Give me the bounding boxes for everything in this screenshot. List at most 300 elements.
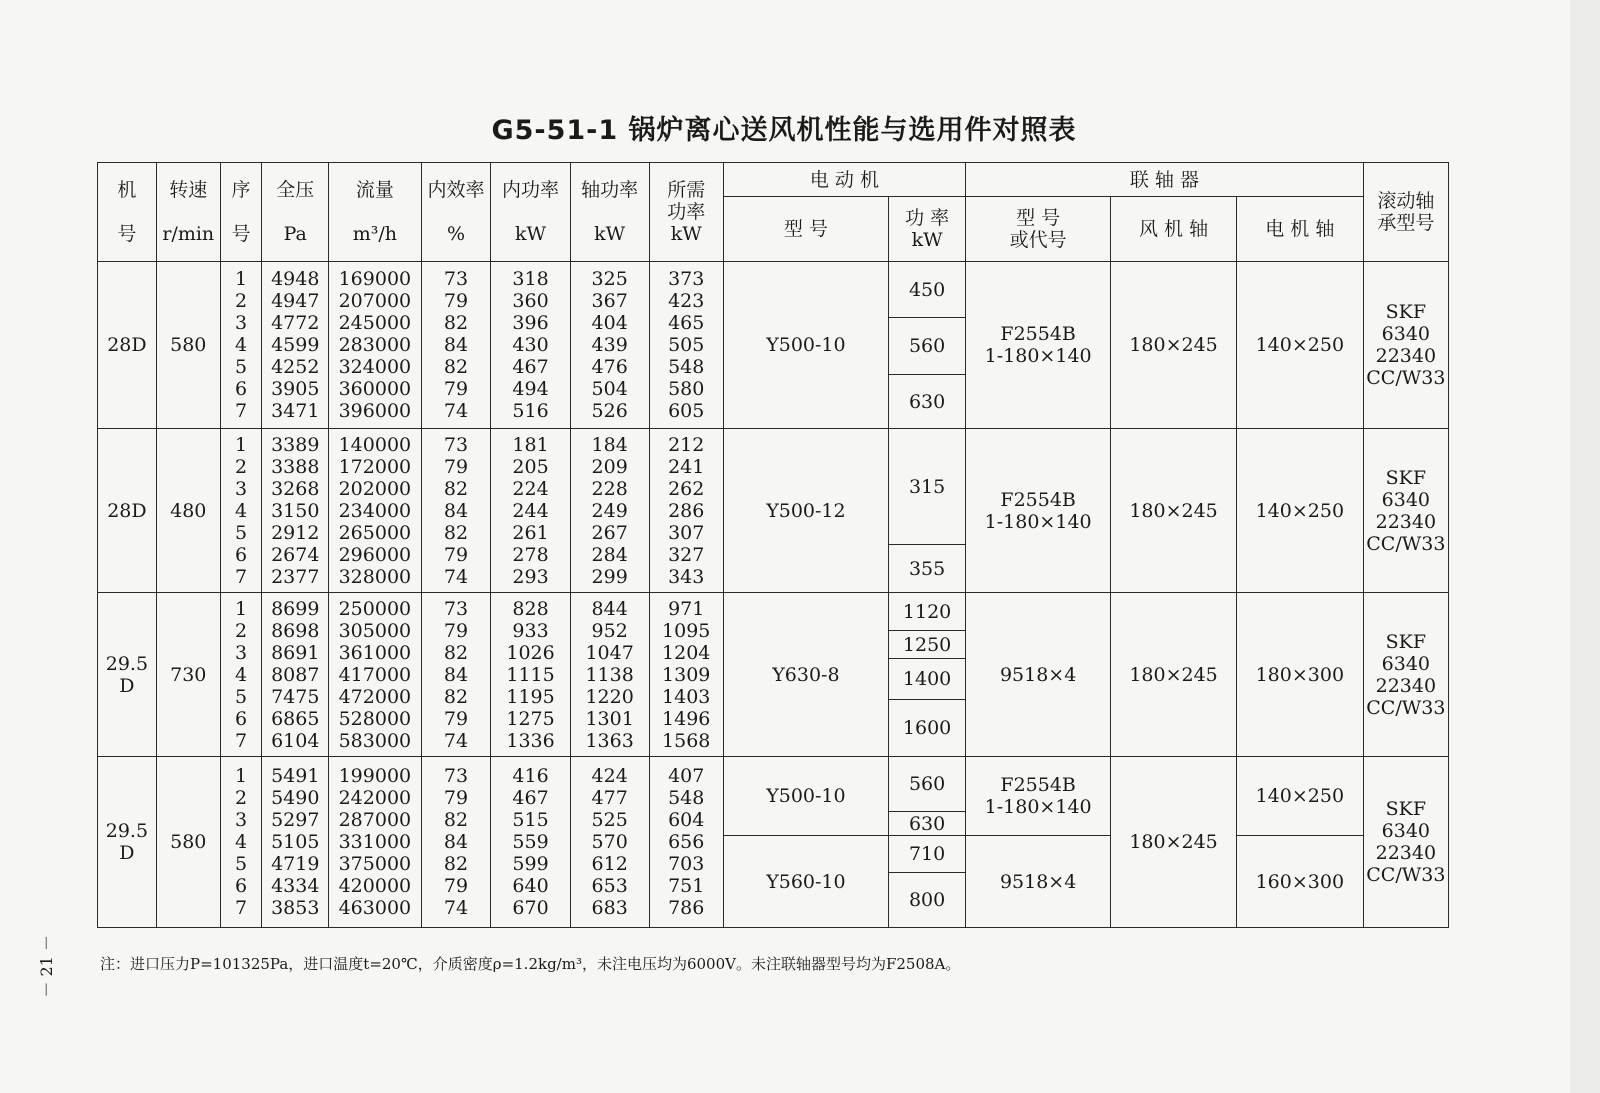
stacked-value: 82 bbox=[443, 685, 469, 708]
stacked-value: 3268 bbox=[271, 477, 320, 500]
stacked-value: 140000 bbox=[338, 433, 412, 456]
stacked-value: 73 bbox=[443, 268, 469, 290]
stacked-value: 580 bbox=[668, 378, 705, 400]
stacked-value: 331000 bbox=[338, 831, 412, 853]
liuliang-cell bbox=[329, 593, 421, 757]
header-zhougonglv: 轴功率 kW bbox=[570, 163, 649, 262]
stacked-value: 361000 bbox=[338, 641, 412, 664]
header-liuliang: 流量 m³/h bbox=[329, 163, 421, 262]
stacked-value: 396 bbox=[512, 312, 549, 334]
stacked-value: 670 bbox=[512, 897, 549, 919]
stacked-value: 548 bbox=[668, 787, 705, 809]
stacked-value: 6 bbox=[234, 378, 248, 400]
stacked-value: 423 bbox=[668, 290, 705, 312]
stacked-value: 82 bbox=[443, 356, 469, 378]
stacked-value: 74 bbox=[443, 729, 469, 752]
stacked-value: 4 bbox=[234, 499, 248, 522]
motor-power-cell: 315 bbox=[889, 429, 966, 545]
stacked-value: 6340 bbox=[1381, 488, 1431, 511]
xuhao-cell bbox=[220, 593, 262, 757]
stacked-value: 172000 bbox=[338, 455, 412, 478]
stacked-value: 184 bbox=[591, 433, 628, 456]
stacked-value: 4 bbox=[234, 334, 248, 356]
header-motor: 电 动 机 bbox=[723, 163, 965, 197]
header-coupling-type: 型 号 或代号 bbox=[966, 197, 1111, 262]
stacked-value: 307 bbox=[668, 521, 705, 544]
stacked-value: 202000 bbox=[338, 477, 412, 500]
stacked-value: 5 bbox=[234, 521, 248, 544]
stacked-value: 6865 bbox=[271, 707, 320, 730]
stacked-value: 209 bbox=[591, 455, 628, 478]
xuhao-cell bbox=[220, 757, 262, 928]
stacked-value: 4772 bbox=[271, 312, 320, 334]
zhougonglv-cell bbox=[570, 593, 649, 757]
stacked-value: 6 bbox=[234, 707, 248, 730]
stacked-value: 293 bbox=[512, 565, 549, 588]
jihao-cell: 28D bbox=[98, 429, 157, 593]
xuhao-cell bbox=[220, 429, 262, 593]
stacked-value: 439 bbox=[591, 334, 628, 356]
table-row bbox=[98, 429, 1449, 545]
stacked-value: 463000 bbox=[338, 897, 412, 919]
stacked-value: 407 bbox=[668, 765, 705, 787]
stacked-value: 360000 bbox=[338, 378, 412, 400]
header-neixiaolv: 内效率 % bbox=[421, 163, 491, 262]
bearing-cell bbox=[1363, 757, 1448, 928]
stacked-value: 327 bbox=[668, 543, 705, 566]
stacked-value: 22340 bbox=[1375, 510, 1437, 533]
liuliang-cell bbox=[329, 757, 421, 928]
neixiaolv-cell bbox=[421, 429, 491, 593]
coupling-cell: F2554B 1-180×140 bbox=[966, 429, 1111, 593]
fan-shaft-cell: 180×245 bbox=[1111, 757, 1237, 928]
stacked-value: 472000 bbox=[338, 685, 412, 708]
stacked-value: 703 bbox=[668, 853, 705, 875]
stacked-value: 3 bbox=[234, 477, 248, 500]
stacked-value: 1 bbox=[234, 268, 248, 290]
stacked-value: 286 bbox=[668, 499, 705, 522]
performance-table bbox=[97, 162, 1449, 928]
stacked-value: 786 bbox=[668, 897, 705, 919]
stacked-value: 22340 bbox=[1375, 842, 1437, 864]
stacked-value: SKF bbox=[1385, 301, 1427, 323]
coupling-cell: 9518×4 bbox=[966, 593, 1111, 757]
stacked-value: 2 bbox=[234, 619, 248, 642]
stacked-value: 515 bbox=[512, 809, 549, 831]
stacked-value: 476 bbox=[591, 356, 628, 378]
stacked-value: 84 bbox=[443, 499, 469, 522]
stacked-value: 828 bbox=[512, 597, 549, 620]
stacked-value: 683 bbox=[591, 897, 628, 919]
stacked-value: 1309 bbox=[662, 663, 711, 686]
stacked-value: 181 bbox=[512, 433, 549, 456]
table-row bbox=[98, 757, 1449, 812]
stacked-value: 933 bbox=[512, 619, 549, 642]
stacked-value: 283000 bbox=[338, 334, 412, 356]
motor-shaft-cell: 180×300 bbox=[1236, 593, 1363, 757]
motor-power-cell: 1600 bbox=[889, 700, 966, 757]
stacked-value: 8698 bbox=[271, 619, 320, 642]
stacked-value: 262 bbox=[668, 477, 705, 500]
stacked-value: 416 bbox=[512, 765, 549, 787]
coupling-cell: F2554B 1-180×140 bbox=[966, 262, 1111, 429]
stacked-value: 5 bbox=[234, 853, 248, 875]
bearing-cell bbox=[1363, 593, 1448, 757]
stacked-value: 1220 bbox=[585, 685, 634, 708]
stacked-value: 199000 bbox=[338, 765, 412, 787]
stacked-value: 212 bbox=[668, 433, 705, 456]
stacked-value: 318 bbox=[512, 268, 549, 290]
stacked-value: 3 bbox=[234, 641, 248, 664]
neixiaolv-cell bbox=[421, 593, 491, 757]
stacked-value: 245000 bbox=[338, 312, 412, 334]
stacked-value: 1115 bbox=[506, 663, 555, 686]
stacked-value: 3389 bbox=[271, 433, 320, 456]
motor-power-cell: 560 bbox=[889, 757, 966, 812]
stacked-value: 74 bbox=[443, 565, 469, 588]
stacked-value: 7 bbox=[234, 565, 248, 588]
header-motor-shaft: 电 机 轴 bbox=[1236, 197, 1363, 262]
stacked-value: 1403 bbox=[662, 685, 711, 708]
stacked-value: 477 bbox=[591, 787, 628, 809]
stacked-value: 528000 bbox=[338, 707, 412, 730]
fan-shaft-cell: 180×245 bbox=[1111, 262, 1237, 429]
stacked-value: 5105 bbox=[271, 831, 320, 853]
stacked-value: 3388 bbox=[271, 455, 320, 478]
zhougonglv-cell bbox=[570, 262, 649, 429]
stacked-value: 1275 bbox=[506, 707, 555, 730]
stacked-value: 2 bbox=[234, 290, 248, 312]
stacked-value: 3 bbox=[234, 312, 248, 334]
stacked-value: 1336 bbox=[506, 729, 555, 752]
header-quanya: 全压 Pa bbox=[262, 163, 329, 262]
motor-type-cell: Y630-8 bbox=[723, 593, 888, 757]
stacked-value: 656 bbox=[668, 831, 705, 853]
stacked-value: 207000 bbox=[338, 290, 412, 312]
stacked-value: 1047 bbox=[585, 641, 634, 664]
stacked-value: 261 bbox=[512, 521, 549, 544]
stacked-value: 5490 bbox=[271, 787, 320, 809]
motor-type-cell: Y500-10 bbox=[723, 757, 888, 836]
stacked-value: 525 bbox=[591, 809, 628, 831]
jihao-cell: 29.5 D bbox=[98, 593, 157, 757]
stacked-value: 84 bbox=[443, 831, 469, 853]
stacked-value: 73 bbox=[443, 765, 469, 787]
stacked-value: 7 bbox=[234, 400, 248, 422]
liuliang-cell bbox=[329, 429, 421, 593]
header-suoxu: 所需 功率 kW bbox=[649, 163, 723, 262]
stacked-value: 526 bbox=[591, 400, 628, 422]
stacked-value: 82 bbox=[443, 312, 469, 334]
stacked-value: 420000 bbox=[338, 875, 412, 897]
motor-power-cell: 355 bbox=[889, 545, 966, 593]
zhuansu-cell: 580 bbox=[156, 262, 220, 429]
stacked-value: 360 bbox=[512, 290, 549, 312]
motor-power-cell: 1120 bbox=[889, 593, 966, 631]
stacked-value: 1 bbox=[234, 765, 248, 787]
stacked-value: 3471 bbox=[271, 400, 320, 422]
header-bearing: 滚动轴 承型号 bbox=[1363, 163, 1448, 262]
neixiaolv-cell bbox=[421, 262, 491, 429]
stacked-value: 22340 bbox=[1375, 345, 1437, 367]
stacked-value: 844 bbox=[591, 597, 628, 620]
stacked-value: 570 bbox=[591, 831, 628, 853]
stacked-value: 467 bbox=[512, 356, 549, 378]
jihao-cell: 28D bbox=[98, 262, 157, 429]
stacked-value: 79 bbox=[443, 787, 469, 809]
stacked-value: 267 bbox=[591, 521, 628, 544]
stacked-value: 343 bbox=[668, 565, 705, 588]
motor-type-cell: Y500-12 bbox=[723, 429, 888, 593]
stacked-value: SKF bbox=[1385, 466, 1427, 489]
stacked-value: 74 bbox=[443, 897, 469, 919]
stacked-value: 4252 bbox=[271, 356, 320, 378]
stacked-value: 6340 bbox=[1381, 652, 1431, 675]
stacked-value: 2912 bbox=[271, 521, 320, 544]
stacked-value: 548 bbox=[668, 356, 705, 378]
stacked-value: SKF bbox=[1385, 630, 1427, 653]
table-row bbox=[98, 262, 1449, 318]
page-number: － 21 － bbox=[37, 935, 56, 998]
motor-power-cell: 1400 bbox=[889, 659, 966, 700]
stacked-value: 751 bbox=[668, 875, 705, 897]
stacked-value: 494 bbox=[512, 378, 549, 400]
stacked-value: 325 bbox=[591, 268, 628, 290]
stacked-value: 1026 bbox=[506, 641, 555, 664]
stacked-value: 3905 bbox=[271, 378, 320, 400]
stacked-value: 4947 bbox=[271, 290, 320, 312]
motor-power-cell: 800 bbox=[889, 873, 966, 928]
quanya-cell bbox=[262, 757, 329, 928]
stacked-value: 1138 bbox=[585, 663, 634, 686]
stacked-value: 328000 bbox=[338, 565, 412, 588]
stacked-value: 1 bbox=[234, 597, 248, 620]
stacked-value: 465 bbox=[668, 312, 705, 334]
stacked-value: 169000 bbox=[338, 268, 412, 290]
quanya-cell bbox=[262, 262, 329, 429]
stacked-value: 373 bbox=[668, 268, 705, 290]
suoxu-cell bbox=[649, 757, 723, 928]
stacked-value: 244 bbox=[512, 499, 549, 522]
stacked-value: 599 bbox=[512, 853, 549, 875]
stacked-value: 2377 bbox=[271, 565, 320, 588]
stacked-value: 4 bbox=[234, 831, 248, 853]
stacked-value: 604 bbox=[668, 809, 705, 831]
stacked-value: CC/W33 bbox=[1366, 696, 1446, 719]
stacked-value: 22340 bbox=[1375, 674, 1437, 697]
motor-shaft-cell: 140×250 bbox=[1236, 429, 1363, 593]
stacked-value: 250000 bbox=[338, 597, 412, 620]
stacked-value: 559 bbox=[512, 831, 549, 853]
stacked-value: 1363 bbox=[585, 729, 634, 752]
zhougonglv-cell bbox=[570, 429, 649, 593]
stacked-value: 404 bbox=[591, 312, 628, 334]
stacked-value: 6104 bbox=[271, 729, 320, 752]
stacked-value: 278 bbox=[512, 543, 549, 566]
stacked-value: 284 bbox=[591, 543, 628, 566]
suoxu-cell bbox=[649, 429, 723, 593]
header-zhuansu: 转速 r/min bbox=[156, 163, 220, 262]
stacked-value: 7 bbox=[234, 897, 248, 919]
motor-type-cell: Y560-10 bbox=[723, 836, 888, 928]
stacked-value: 4 bbox=[234, 663, 248, 686]
neigonglv-cell bbox=[491, 262, 570, 429]
quanya-cell bbox=[262, 593, 329, 757]
stacked-value: 640 bbox=[512, 875, 549, 897]
suoxu-cell bbox=[649, 262, 723, 429]
stacked-value: 1095 bbox=[662, 619, 711, 642]
stacked-value: 4334 bbox=[271, 875, 320, 897]
stacked-value: 4948 bbox=[271, 268, 320, 290]
stacked-value: 1568 bbox=[662, 729, 711, 752]
suoxu-cell bbox=[649, 593, 723, 757]
stacked-value: 6340 bbox=[1381, 323, 1431, 345]
zhuansu-cell: 480 bbox=[156, 429, 220, 593]
stacked-value: CC/W33 bbox=[1366, 367, 1446, 389]
bearing-cell bbox=[1363, 262, 1448, 429]
stacked-value: 424 bbox=[591, 765, 628, 787]
motor-power-cell: 560 bbox=[889, 318, 966, 375]
fan-shaft-cell: 180×245 bbox=[1111, 593, 1237, 757]
stacked-value: 952 bbox=[591, 619, 628, 642]
stacked-value: 1195 bbox=[506, 685, 555, 708]
stacked-value: 74 bbox=[443, 400, 469, 422]
zhougonglv-cell bbox=[570, 757, 649, 928]
stacked-value: 6 bbox=[234, 875, 248, 897]
stacked-value: 305000 bbox=[338, 619, 412, 642]
stacked-value: 430 bbox=[512, 334, 549, 356]
coupling-cell: F2554B 1-180×140 bbox=[966, 757, 1111, 836]
xuhao-cell bbox=[220, 262, 262, 429]
stacked-value: 4599 bbox=[271, 334, 320, 356]
motor-power-cell: 710 bbox=[889, 836, 966, 873]
motor-power-cell: 1250 bbox=[889, 631, 966, 659]
zhuansu-cell: 730 bbox=[156, 593, 220, 757]
page-title: G5-51-1 锅炉离心送风机性能与选用件对照表 bbox=[491, 115, 1077, 146]
stacked-value: 5 bbox=[234, 685, 248, 708]
stacked-value: CC/W33 bbox=[1366, 864, 1446, 886]
stacked-value: 73 bbox=[443, 597, 469, 620]
stacked-value: 324000 bbox=[338, 356, 412, 378]
header-neigonglv: 内功率 kW bbox=[491, 163, 570, 262]
stacked-value: 242000 bbox=[338, 787, 412, 809]
quanya-cell bbox=[262, 429, 329, 593]
stacked-value: 5 bbox=[234, 356, 248, 378]
stacked-value: 605 bbox=[668, 400, 705, 422]
neixiaolv-cell bbox=[421, 757, 491, 928]
stacked-value: 249 bbox=[591, 499, 628, 522]
footnote: 注：进口压力P=101325Pa，进口温度t=20℃，介质密度ρ=1.2kg/m³，未注电压均为6000V。未注联轴器型号均为F2508A。 bbox=[100, 955, 961, 973]
stacked-value: 2674 bbox=[271, 543, 320, 566]
stacked-value: 3 bbox=[234, 809, 248, 831]
header-jihao: 机 号 bbox=[98, 163, 157, 262]
header-fan-shaft: 风 机 轴 bbox=[1111, 197, 1237, 262]
header-motor-type: 型 号 bbox=[723, 197, 888, 262]
motor-shaft-cell: 140×250 bbox=[1236, 757, 1363, 836]
coupling-cell: 9518×4 bbox=[966, 836, 1111, 928]
stacked-value: 265000 bbox=[338, 521, 412, 544]
stacked-value: 79 bbox=[443, 455, 469, 478]
stacked-value: 1 bbox=[234, 433, 248, 456]
stacked-value: 6 bbox=[234, 543, 248, 566]
stacked-value: 7 bbox=[234, 729, 248, 752]
motor-shaft-cell: 140×250 bbox=[1236, 262, 1363, 429]
neigonglv-cell bbox=[491, 429, 570, 593]
fan-shaft-cell: 180×245 bbox=[1111, 429, 1237, 593]
stacked-value: 583000 bbox=[338, 729, 412, 752]
page-edge bbox=[1570, 0, 1600, 1093]
stacked-value: 3150 bbox=[271, 499, 320, 522]
motor-power-cell: 630 bbox=[889, 375, 966, 429]
neigonglv-cell bbox=[491, 757, 570, 928]
stacked-value: 2 bbox=[234, 455, 248, 478]
stacked-value: 205 bbox=[512, 455, 549, 478]
stacked-value: 5297 bbox=[271, 809, 320, 831]
stacked-value: 396000 bbox=[338, 400, 412, 422]
stacked-value: 82 bbox=[443, 477, 469, 500]
motor-power-cell: 450 bbox=[889, 262, 966, 318]
stacked-value: 3853 bbox=[271, 897, 320, 919]
stacked-value: 241 bbox=[668, 455, 705, 478]
stacked-value: 82 bbox=[443, 641, 469, 664]
stacked-value: 8699 bbox=[271, 597, 320, 620]
stacked-value: 234000 bbox=[338, 499, 412, 522]
stacked-value: 296000 bbox=[338, 543, 412, 566]
stacked-value: 4719 bbox=[271, 853, 320, 875]
stacked-value: CC/W33 bbox=[1366, 532, 1446, 555]
stacked-value: 417000 bbox=[338, 663, 412, 686]
stacked-value: 79 bbox=[443, 875, 469, 897]
header-xuhao: 序 号 bbox=[220, 163, 262, 262]
header-motor-power: 功 率 kW bbox=[889, 197, 966, 262]
stacked-value: 5491 bbox=[271, 765, 320, 787]
stacked-value: 505 bbox=[668, 334, 705, 356]
stacked-value: 82 bbox=[443, 809, 469, 831]
stacked-value: 79 bbox=[443, 707, 469, 730]
stacked-value: 1204 bbox=[662, 641, 711, 664]
stacked-value: 84 bbox=[443, 334, 469, 356]
stacked-value: 612 bbox=[591, 853, 628, 875]
stacked-value: SKF bbox=[1385, 798, 1427, 820]
motor-type-cell: Y500-10 bbox=[723, 262, 888, 429]
stacked-value: 228 bbox=[591, 477, 628, 500]
stacked-value: 1301 bbox=[585, 707, 634, 730]
stacked-value: 82 bbox=[443, 521, 469, 544]
stacked-value: 8087 bbox=[271, 663, 320, 686]
stacked-value: 79 bbox=[443, 378, 469, 400]
stacked-value: 504 bbox=[591, 378, 628, 400]
stacked-value: 516 bbox=[512, 400, 549, 422]
stacked-value: 367 bbox=[591, 290, 628, 312]
stacked-value: 467 bbox=[512, 787, 549, 809]
stacked-value: 375000 bbox=[338, 853, 412, 875]
stacked-value: 6340 bbox=[1381, 820, 1431, 842]
zhuansu-cell: 580 bbox=[156, 757, 220, 928]
stacked-value: 7475 bbox=[271, 685, 320, 708]
stacked-value: 79 bbox=[443, 619, 469, 642]
stacked-value: 653 bbox=[591, 875, 628, 897]
motor-shaft-cell: 160×300 bbox=[1236, 836, 1363, 928]
bearing-cell bbox=[1363, 429, 1448, 593]
jihao-cell: 29.5 D bbox=[98, 757, 157, 928]
table-row bbox=[98, 593, 1449, 631]
neigonglv-cell bbox=[491, 593, 570, 757]
header-row-1 bbox=[98, 163, 1449, 197]
stacked-value: 224 bbox=[512, 477, 549, 500]
stacked-value: 82 bbox=[443, 853, 469, 875]
stacked-value: 2 bbox=[234, 787, 248, 809]
stacked-value: 79 bbox=[443, 543, 469, 566]
